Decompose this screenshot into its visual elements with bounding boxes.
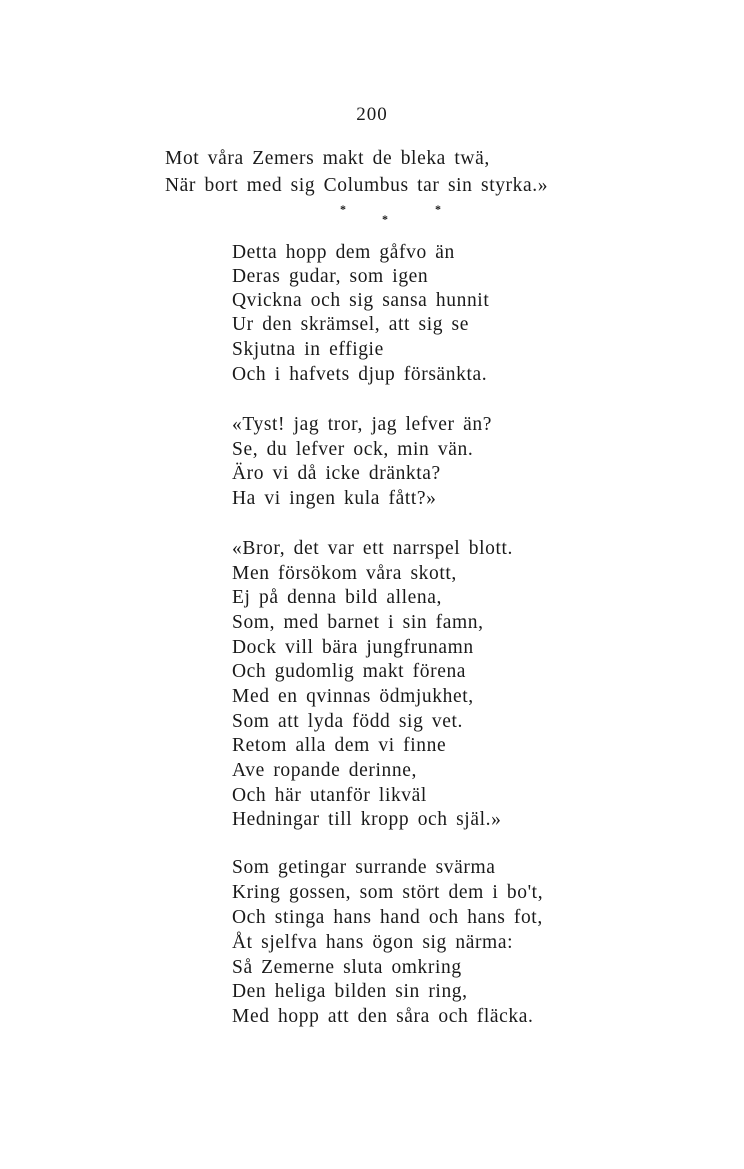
verse-line: Som, med barnet i sin famn, [232,612,484,633]
verse-line: Mot våra Zemers makt de bleka twä, [165,148,490,169]
verse-line: Ej på denna bild allena, [232,587,442,608]
verse-line: Och här utanför likväl [232,785,427,806]
verse-line: Hedningar till kropp och själ.» [232,809,502,830]
verse-line: Men försökom våra skott, [232,563,457,584]
verse-line: Och gudomlig makt förena [232,661,467,682]
verse-line: Ha vi ingen kula fått?» [232,488,437,509]
verse-line: Så Zemerne sluta omkring [232,957,462,978]
verse-line: Se, du lefver ock, min vän. [232,439,474,460]
verse-line: Deras gudar, som igen [232,266,429,287]
verse-line: Ur den skrämsel, att sig se [232,314,469,335]
verse-line: Retom alla dem vi finne [232,735,447,756]
verse-line: När bort med sig Columbus tar sin styrka.» [165,175,549,196]
verse-line: «Bror, det var ett narrspel blott. [232,538,514,559]
verse-line: Detta hopp dem gåfvo än [232,242,455,263]
verse-line: Kring gossen, som stört dem i bo't, [232,882,544,903]
verse-line: Med en qvinnas ödmjukhet, [232,686,474,707]
verse-line: Qvickna och sig sansa hunnit [232,290,490,311]
verse-line: Ave ropande derinne, [232,760,417,781]
separator-star: * [382,212,388,226]
verse-line: Som getingar surrande svärma [232,857,496,878]
separator-star: * [340,202,346,216]
verse-line: Äro vi då icke dränkta? [232,463,441,484]
section-separator [330,200,450,230]
verse-line: Med hopp att den såra och fläcka. [232,1006,534,1027]
verse-line: Åt sjelfva hans ögon sig närma: [232,932,514,953]
verse-line: Och i hafvets djup försänkta. [232,364,488,385]
verse-line: Som att lyda född sig vet. [232,711,463,732]
verse-line: «Tyst! jag tror, jag lefver än? [232,414,492,435]
verse-line: Dock vill bära jungfrunamn [232,637,474,658]
verse-line: Den heliga bilden sin ring, [232,981,468,1002]
verse-line: Och stinga hans hand och hans fot, [232,907,543,928]
separator-star: * [435,202,441,216]
page-number: 200 [356,104,388,125]
verse-line: Skjutna in effigie [232,339,384,360]
